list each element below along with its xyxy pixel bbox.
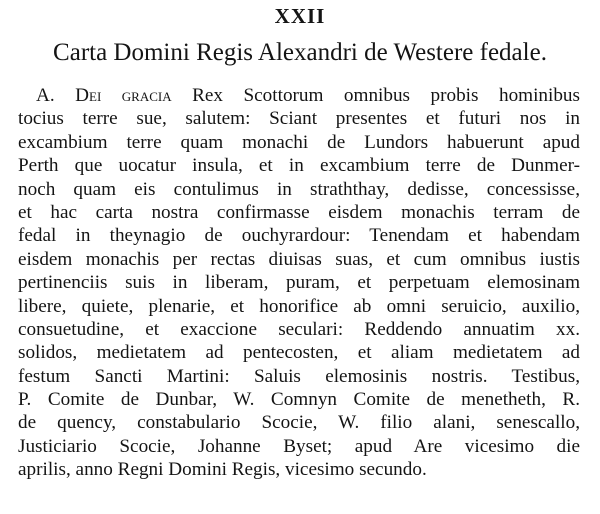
charter-line: festum Sancti Martini: Saluis elemosinis nostris. Testibus, [18, 365, 580, 387]
charter-line: eisdem monachis per rectas diuisas suas, et cum omnibus iustis [18, 248, 580, 270]
charter-number: XXII [274, 4, 326, 28]
charter-line: de quency, constabulario Scocie, W. filio alani, senescallo, [18, 412, 580, 434]
charter-line: excambium terre quam monachi de Lundors habuerunt apud [18, 131, 580, 153]
charter-line: et hac carta nostra confirmasse eisdem monachis terram de [18, 201, 580, 223]
charter-line: pertinenciis suis in liberam, puram, et perpetuam elemosinam [18, 272, 580, 294]
charter-title: Carta Domini Regis Alexandri de Westere fedale. [53, 39, 547, 66]
charter-line-last: aprilis, anno Regni Domini Regis, vicesimo secundo. [18, 459, 427, 481]
charter-line: Perth que uocatur insula, et in excambium terre de Dunmer- [18, 155, 580, 177]
opening-initial: A. [36, 85, 76, 106]
charter-line: Justiciario Scocie, Johanne Byset; apud Are vicesimo die [18, 435, 580, 457]
charter-line: P. Comite de Dunbar, W. Comnyn Comite de menetheth, R. [18, 389, 580, 411]
charter-line: libere, quiete, plenarie, et honorifice ab omni seruicio, auxilio, [18, 295, 580, 317]
opening-rest: Rex Scottorum omnibus probis hominibus [171, 85, 580, 106]
charter-line: solidos, medietatem ad pentecosten, et aliam medietatem ad [18, 342, 580, 364]
dei-gracia-smallcaps: Dei gracia [75, 85, 172, 106]
charter-line-opening [18, 84, 580, 107]
charter-line: consuetudine, et exaccione seculari: Reddendo annuatim xx. [18, 318, 580, 340]
charter-line: fedal in theynagio de ouchyrardour: Tenendam et habendam [18, 225, 580, 247]
charter-line: tocius terre sue, salutem: Sciant presentes et futuri nos in [18, 108, 580, 130]
charter-text [18, 84, 580, 482]
charter-line: noch quam eis contulimus in straththay, dedisse, concessisse, [18, 178, 580, 200]
